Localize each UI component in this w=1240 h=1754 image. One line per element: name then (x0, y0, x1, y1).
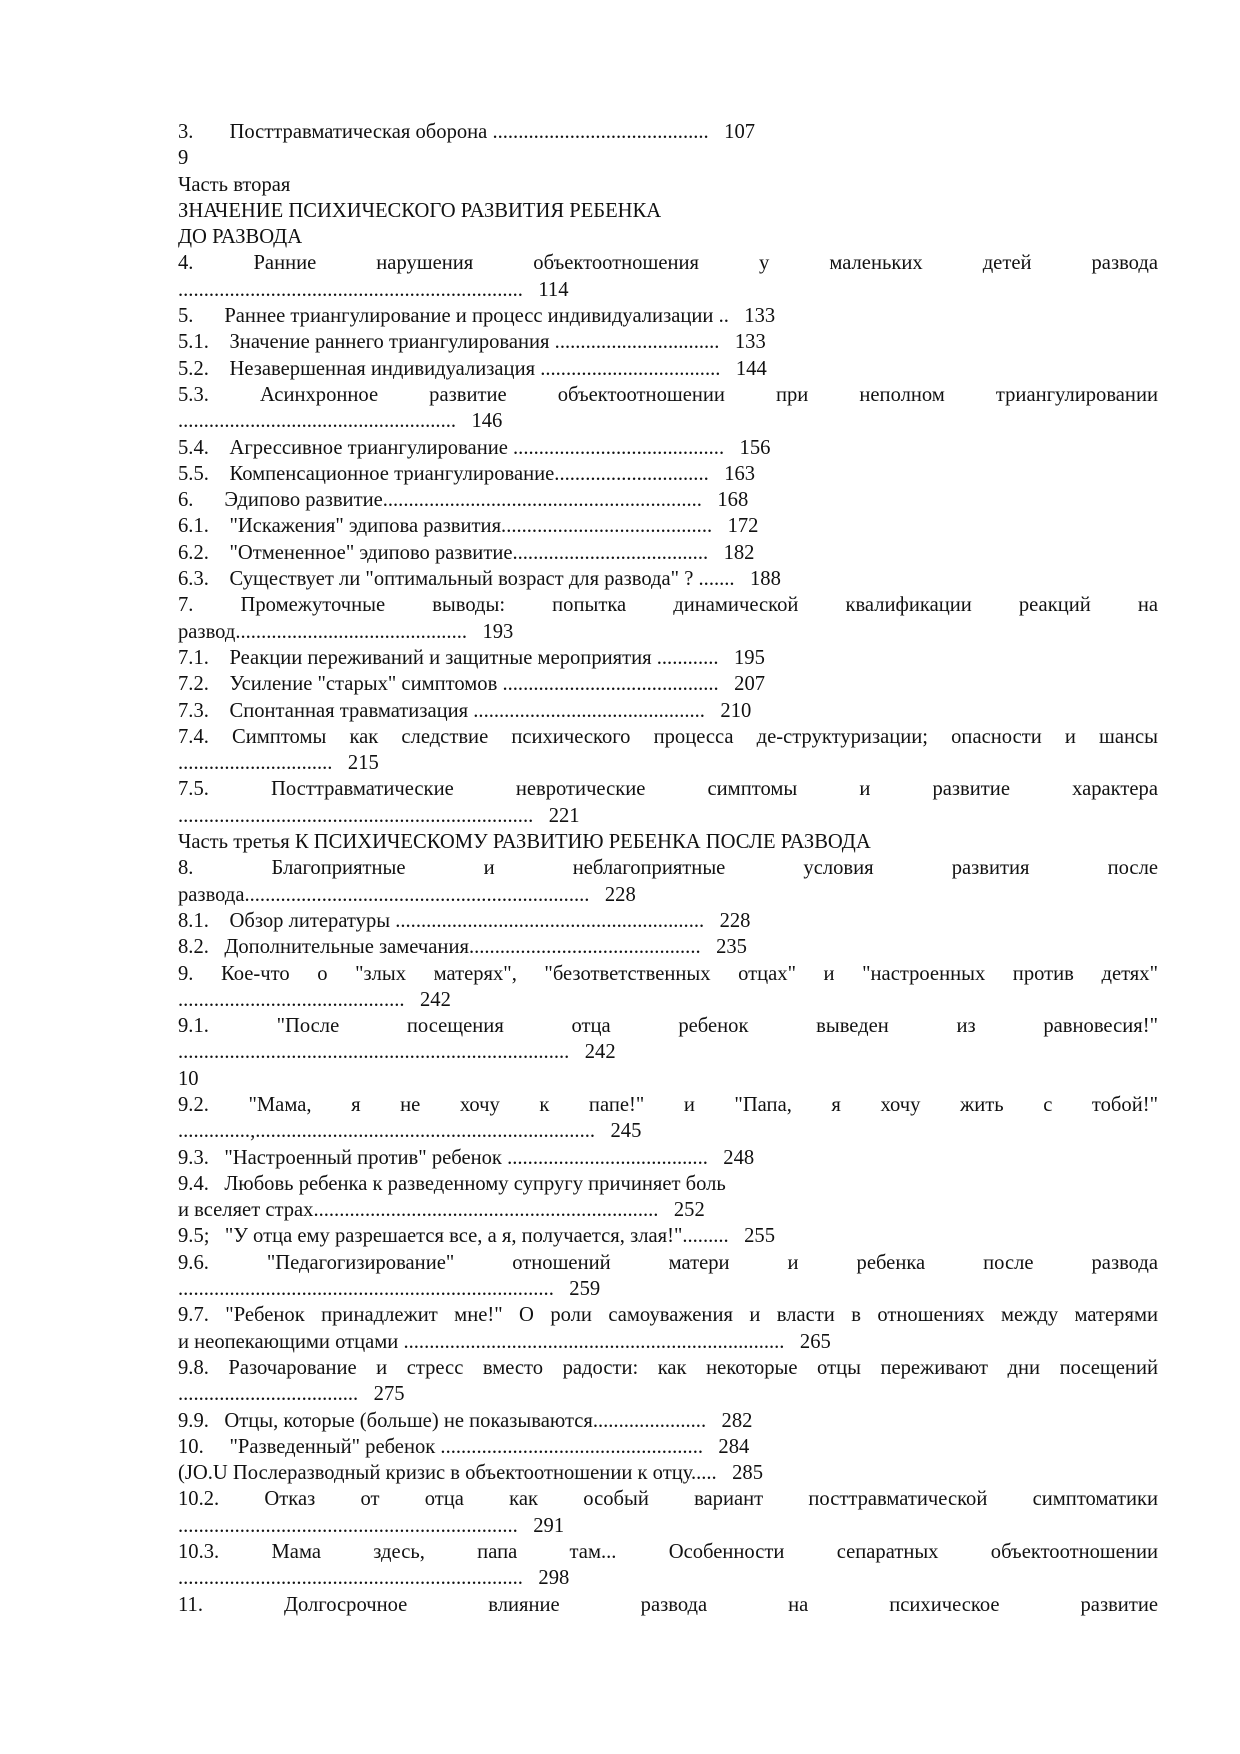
toc-line: 6.3. Существует ли "оптимальный возраст для развода" ? ....... 188 (178, 568, 781, 591)
toc-line: 7.3. Спонтанная травматизация ............................................. 210 (178, 699, 752, 722)
toc-line: ...................................................... 146 (178, 410, 503, 433)
toc-line: ................................... 275 (178, 1383, 405, 1406)
toc-line: 9.6. "Педагогизирование" отношений матери и ребенка после развода (178, 1251, 1158, 1274)
toc-line: 4. Ранние нарушения объектоотношения у маленьких детей развода (178, 252, 1158, 275)
toc-line: ЗНАЧЕНИЕ ПСИХИЧЕСКОГО РАЗВИТИЯ РЕБЕНКА (178, 199, 662, 222)
toc-line: 8. Благоприятные и неблагоприятные условия развития после (178, 857, 1158, 880)
toc-line: 8.2. Дополнительные замечания............................................. 235 (178, 936, 747, 959)
toc-line: Часть третья К ПСИХИЧЕСКОМУ РАЗВИТИЮ РЕБЕНКА ПОСЛЕ РАЗВОДА (178, 831, 871, 854)
table-of-contents (178, 119, 1158, 1618)
toc-line: ................................................................... 298 (178, 1567, 570, 1590)
toc-line: 6.2. "Отмененное" эдипово развитие...................................... 182 (178, 541, 755, 564)
toc-line: ................................................................... 114 (178, 278, 569, 301)
toc-line: 9 (178, 147, 189, 170)
toc-line: 7.5. Посттравматические невротические симптомы и развитие характера (178, 778, 1158, 801)
toc-line: 5.5. Компенсационное триангулирование.............................. 163 (178, 462, 756, 485)
toc-line: .................................................................. 291 (178, 1514, 565, 1537)
toc-line: ДО РАЗВОДА (178, 226, 303, 249)
toc-line: 7.2. Усиление "старых" симптомов .......................................... 207 (178, 673, 766, 696)
toc-line: .............................. 215 (178, 752, 379, 775)
toc-line: 6. Эдипово развитие.............................................................. 168 (178, 489, 749, 512)
toc-line: 9.7. "Ребенок принадлежит мне!" О роли самоуважения и власти в отношениях между матерями (178, 1304, 1158, 1327)
toc-line: и неопекающими отцами .......................................................................... 265 (178, 1330, 831, 1353)
toc-line: 5.2. Незавершенная индивидуализация ................................... 144 (178, 357, 767, 380)
toc-line: 9. Кое-что о "злых матерях", "безответственных отцах" и "настроенных против детях" (178, 962, 1158, 985)
toc-line: ......................................................................... 259 (178, 1278, 601, 1301)
toc-line: 10 (178, 1067, 199, 1090)
toc-line: 11. Долгосрочное влияние развода на психическое развитие (178, 1593, 1158, 1616)
toc-line: 5. Раннее триангулирование и процесс индивидуализации .. 133 (178, 305, 776, 328)
toc-line: 6.1. "Искажения" эдипова развития......................................... 172 (178, 515, 759, 538)
toc-line: 7.4. Симптомы как следствие психического процесса де-структуризации; опасности и шансы (178, 725, 1158, 748)
toc-line: 9.1. "После посещения отца ребенок выведен из равновесия!" (178, 1015, 1158, 1038)
toc-line: 5.3. Асинхронное развитие объектоотношении при неполном триангулировании (178, 383, 1158, 406)
toc-line: Часть вторая (178, 173, 291, 196)
toc-line: 9.3. "Настроенный против" ребенок ....................................... 248 (178, 1146, 755, 1169)
toc-line: развод............................................. 193 (178, 620, 514, 643)
toc-line: 5.1. Значение раннего триангулирования ................................ 133 (178, 331, 766, 354)
toc-line: 7.1. Реакции переживаний и защитные мероприятия ............ 195 (178, 646, 765, 669)
toc-line: 9.2. "Мама, я не хочу к папе!" и "Папа, я хочу жить с тобой!" (178, 1093, 1158, 1116)
toc-line: ............................................ 242 (178, 988, 451, 1011)
toc-line: 10.3. Мама здесь, папа там... Особенности сепаратных объектоотношении (178, 1541, 1158, 1564)
toc-line: 9.9. Отцы, которые (больше) не показываются...................... 282 (178, 1409, 753, 1432)
toc-line: 5.4. Агрессивное триангулирование ......................................... 156 (178, 436, 771, 459)
toc-line: 7. Промежуточные выводы: попытка динамической квалификации реакций на (178, 594, 1158, 617)
toc-line: и вселяет страх................................................................... 252 (178, 1199, 705, 1222)
toc-line: развода................................................................... 228 (178, 883, 636, 906)
toc-line: 3. Посттравматическая оборона .......................................... 107 (178, 121, 756, 143)
toc-line: 10.2. Отказ от отца как особый вариант посттравматической симптоматики (178, 1488, 1158, 1511)
toc-line: ..............,.................................................................. 245 (178, 1120, 642, 1143)
toc-line: 8.1. Обзор литературы ............................................................ 228 (178, 909, 751, 932)
toc-line: 9.4. Любовь ребенка к разведенному супругу причиняет боль (178, 1172, 726, 1195)
toc-line: ............................................................................ 242 (178, 1041, 616, 1064)
toc-line: 9.8. Разочарование и стресс вместо радости: как некоторые отцы переживают дни посещений (178, 1356, 1158, 1379)
toc-line: ..................................................................... 221 (178, 804, 580, 827)
toc-line: (JO.U Послеразводный кризис в объектоотношении к отцу..... 285 (178, 1462, 764, 1485)
toc-line: 9.5; "У отца ему разрешается все, а я, получается, злая!"......... 255 (178, 1225, 776, 1248)
toc-line: 10. "Разведенный" ребенок ................................................... 284 (178, 1435, 750, 1458)
